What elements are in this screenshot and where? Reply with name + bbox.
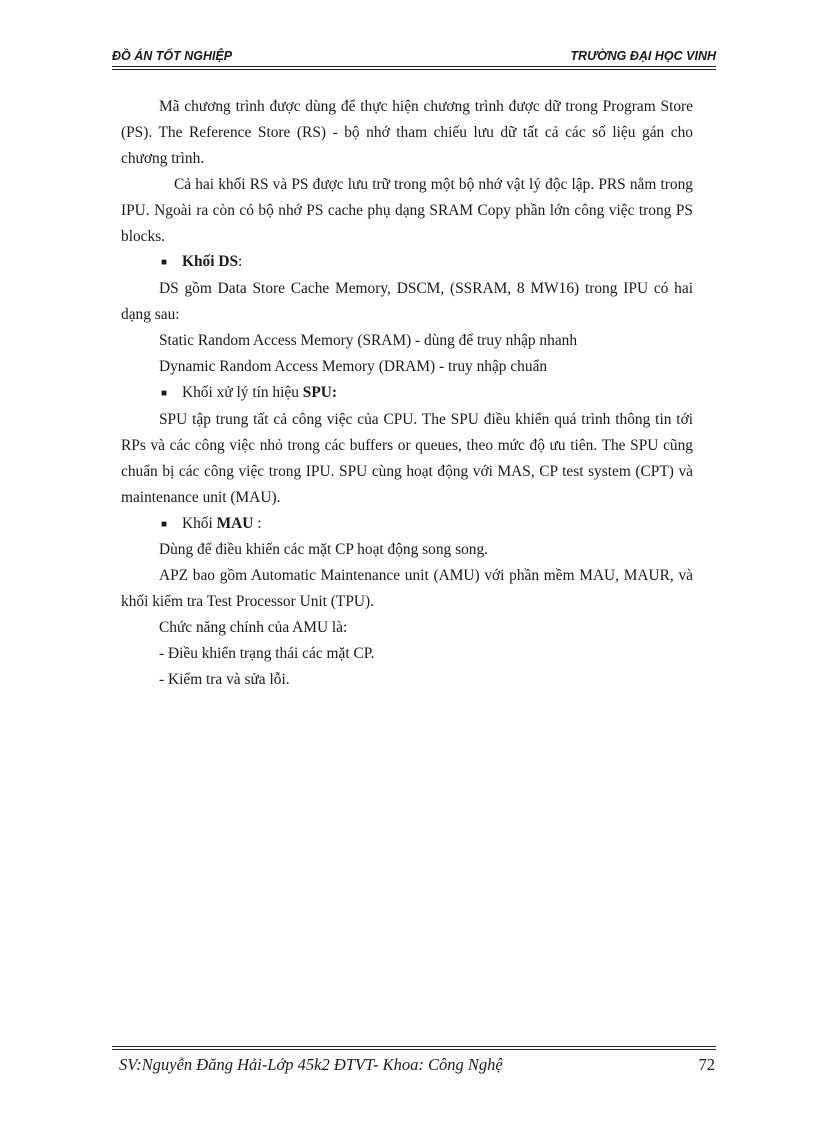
header-university: TRƯỜNG ĐẠI HỌC VINH bbox=[570, 49, 716, 63]
bullet-square-icon: ■ bbox=[161, 518, 168, 530]
bullet-square-icon: ■ bbox=[161, 257, 168, 269]
bullet-mau-title: MAU bbox=[216, 514, 254, 532]
bullet-square-icon: ■ bbox=[161, 387, 168, 399]
body-text bbox=[121, 94, 693, 693]
header-rule bbox=[112, 66, 716, 70]
paragraph-amu-functions: Chức năng chính của AMU là: bbox=[159, 619, 348, 637]
bullet-spu-block bbox=[121, 380, 693, 407]
paragraph-program-store: Mã chương trình được dùng để thực hiện chương trình được dữ trong Program Store (PS). The Reference Store (RS) - bộ nhớ tham chiếu lưu dữ tất cả các số liệu gán cho chương trình. bbox=[121, 98, 693, 167]
paragraph-rs-ps: Cả hai khối RS và PS được lưu trữ trong một bộ nhớ vật lý độc lập. PRS nằm trong IPU. Ngoài ra còn có bộ nhớ PS cache phụ dạng SRAM Copy phần lớn công việc trong PS blocks. bbox=[121, 175, 693, 245]
paragraph-spu: SPU tập trung tất cả công việc của CPU. The SPU điều khiển quá trình thông tin tới RPs và các công việc nhỏ trong các buffers or queues, theo mức độ ưu tiên. The SPU cũng chuẩn bị các công việc trong IPU. SPU cùng hoạt động với MAS, CP test system (CPT) và maintenance unit (MAU). bbox=[121, 410, 693, 506]
footer-rule bbox=[112, 1046, 716, 1050]
list-item-control-cp: - Điều khiển trạng thái các mặt CP. bbox=[159, 645, 375, 663]
bullet-mau-block bbox=[121, 511, 693, 538]
header-thesis-title: ĐỒ ÁN TỐT NGHIỆP bbox=[112, 49, 233, 63]
paragraph-apz: APZ bao gồm Automatic Maintenance unit (AMU) với phần mềm MAU, MAUR, và khối kiểm tra Test Processor Unit (TPU). bbox=[121, 567, 693, 611]
bullet-mau-colon: : bbox=[253, 514, 262, 532]
paragraph-sram: Static Random Access Memory (SRAM) - dùng để truy nhập nhanh bbox=[159, 332, 578, 350]
footer-author: SV:Nguyễn Đăng Hải-Lớp 45k2 ĐTVT- Khoa: Công Nghệ bbox=[119, 1055, 503, 1074]
paragraph-ds: DS gồm Data Store Cache Memory, DSCM, (SSRAM, 8 MW16) trong IPU có hai dạng sau: bbox=[121, 280, 693, 324]
paragraph-dram: Dynamic Random Access Memory (DRAM) - truy nhập chuẩn bbox=[159, 358, 548, 376]
bullet-ds-block bbox=[121, 249, 693, 276]
bullet-mau-prefix: Khối bbox=[182, 514, 217, 532]
bullet-ds-colon: : bbox=[238, 253, 243, 271]
bullet-spu-prefix: Khối xử lý tín hiệu bbox=[182, 383, 303, 401]
list-item-check-fix: - Kiểm tra và sửa lỗi. bbox=[159, 670, 290, 688]
bullet-spu-title: SPU: bbox=[302, 383, 337, 401]
bullet-ds-title: Khối DS bbox=[182, 253, 239, 271]
page-number: 72 bbox=[698, 1055, 715, 1074]
paragraph-mau: Dùng để điều khiển các mặt CP hoạt động song song. bbox=[159, 541, 488, 559]
page-footer bbox=[119, 1055, 715, 1075]
